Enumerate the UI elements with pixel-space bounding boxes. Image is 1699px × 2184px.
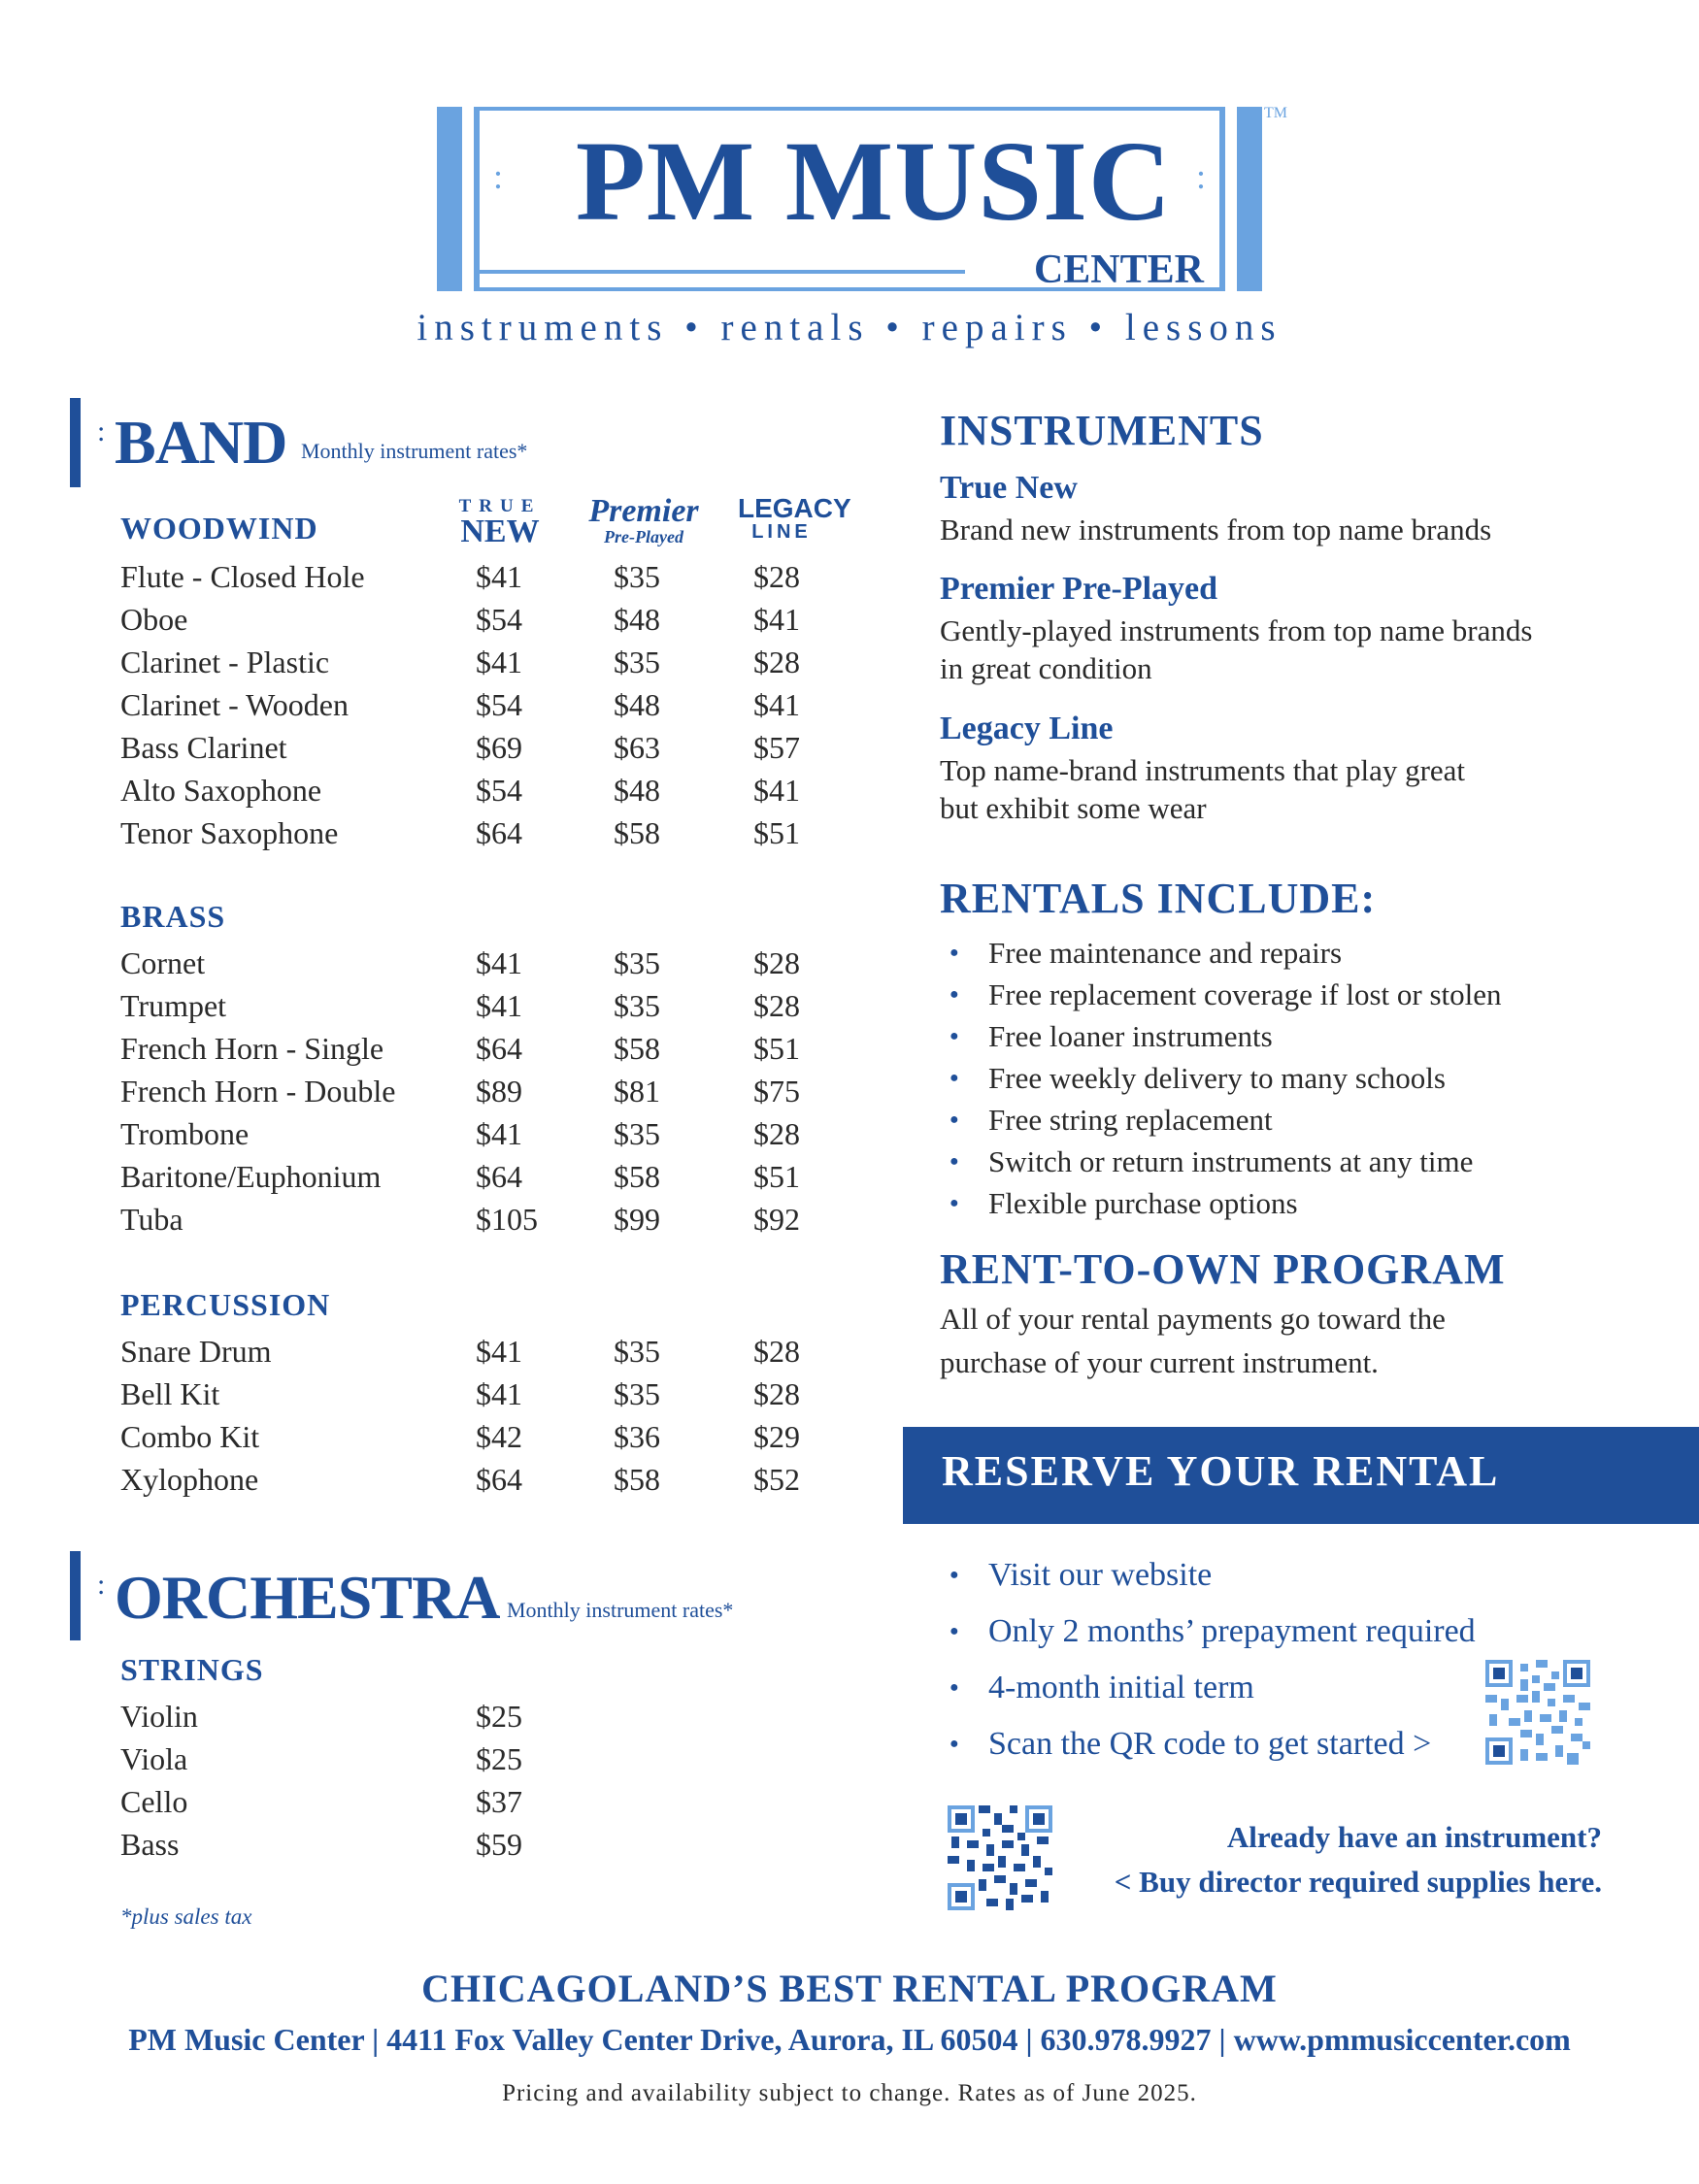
instrument-name: Cornet [120,945,206,980]
instrument-name: Bass [120,1827,180,1862]
table-row [120,1070,839,1112]
reserve-list [949,1547,1476,1772]
price-legacy: $28 [753,645,800,679]
price-true-new: $54 [476,602,522,637]
price-legacy: $51 [753,1159,800,1194]
true-new-header-bottom: NEW [460,513,540,549]
price-legacy: $41 [753,773,800,808]
price-premier: $35 [614,645,660,679]
woodwind-title: WOODWIND [120,511,318,546]
logo-frame-right [1237,107,1262,291]
true-new-desc [940,511,1619,548]
orchestra-subtitle: Monthly instrument rates* [507,1598,734,1622]
rent-to-own-desc [940,1297,1619,1384]
orchestra-section-bar [70,1551,81,1640]
table-row [120,942,839,984]
price-legacy: $41 [753,602,800,637]
instrument-name: Clarinet - Wooden [120,687,349,722]
logo-repeat-dots: : [493,157,504,196]
price-true-new: $64 [476,1031,522,1066]
instrument-name: Oboe [120,602,188,637]
legacy-header-bottom: LINE [751,521,812,543]
instrument-name: Tenor Saxophone [120,815,339,850]
price-premier: $81 [614,1074,660,1109]
table-row [120,1695,839,1737]
price: $37 [476,1784,522,1819]
supplies-text[interactable] [1049,1815,1602,1904]
instrument-name: Snare Drum [120,1334,272,1369]
price-premier: $36 [614,1419,660,1454]
instrument-name: Xylophone [120,1462,259,1497]
price-legacy: $28 [753,559,800,594]
instrument-name: Cello [120,1784,188,1819]
strings-title: STRINGS [120,1652,264,1687]
table-row [120,1198,839,1241]
orchestra-title: ORCHESTRA [115,1563,500,1632]
qr-code-icon[interactable] [948,1805,1052,1910]
price-true-new: $41 [476,645,522,679]
desc-line: Gently-played instruments from top name brands [940,613,1533,647]
band-subtitle: Monthly instrument rates* [301,439,528,463]
supplies-link[interactable]: < Buy director required supplies here. [1114,1865,1602,1899]
price-true-new: $41 [476,988,522,1023]
premier-title: Premier Pre-Played [940,571,1218,607]
rentals-include-list [949,932,1502,1224]
instrument-name: Violin [120,1699,198,1734]
instrument-name: Tuba [120,1202,183,1237]
table-row [120,1373,839,1415]
logo-wordmark: PM MUSIC [575,117,1173,245]
price-premier: $58 [614,815,660,850]
legacy-title: Legacy Line [940,711,1114,746]
trademark: TM [1264,105,1287,121]
tagline: instruments • rentals • repairs • lessons [416,307,1283,348]
reserve-title: RESERVE YOUR RENTAL [942,1447,1500,1495]
price-legacy: $51 [753,815,800,850]
price-true-new: $54 [476,773,522,808]
instrument-name: Flute - Closed Hole [120,559,365,594]
price-true-new: $64 [476,1159,522,1194]
price-true-new: $54 [476,687,522,722]
logo-frame-inner-left [474,107,480,291]
price-legacy: $75 [753,1074,800,1109]
list-item: ● Flexible purchase options [949,1182,1502,1224]
supplies-line: Already have an instrument? [1226,1820,1602,1854]
logo-line [480,107,1219,111]
instrument-name: Baritone/Euphonium [120,1159,382,1194]
logo-line [480,270,965,274]
price-premier: $35 [614,988,660,1023]
table-row [120,1112,839,1155]
instrument-name: French Horn - Single [120,1031,384,1066]
price-legacy: $57 [753,730,800,765]
logo-repeat-dots: : [1195,157,1206,196]
instrument-name: Trombone [120,1116,250,1151]
desc-line: in great condition [940,651,1152,685]
list-item: ● Scan the QR code to get started > [949,1716,1476,1772]
price-premier: $99 [614,1202,660,1237]
list-item: ● Only 2 months’ prepayment required [949,1604,1476,1660]
band-title: BAND [115,408,287,477]
list-item: ● Free replacement coverage if lost or stolen [949,974,1502,1015]
price-premier: $35 [614,945,660,980]
price-true-new: $41 [476,1376,522,1411]
true-new-header-top: TRUE [458,496,542,516]
table-row [120,1780,839,1823]
list-item: ● Switch or return instruments at any time [949,1141,1502,1182]
price-premier: $35 [614,1116,660,1151]
price-premier: $48 [614,687,660,722]
price-legacy: $28 [753,945,800,980]
desc-line: Brand new instruments from top name brands [940,513,1492,546]
price-legacy: $51 [753,1031,800,1066]
price-true-new: $64 [476,815,522,850]
price-premier: $58 [614,1159,660,1194]
instrument-name: Bell Kit [120,1376,220,1411]
price-true-new: $89 [476,1074,522,1109]
desc-line: Top name-brand instruments that play great [940,753,1466,787]
table-row [120,1330,839,1373]
instrument-name: Viola [120,1741,188,1776]
premier-header-bottom: Pre-Played [604,527,683,546]
price-legacy: $28 [753,1376,800,1411]
price-premier: $48 [614,773,660,808]
premier-header-top: Premier [588,493,699,529]
logo-frame-inner-right [1219,107,1225,291]
price-true-new: $41 [476,559,522,594]
price-premier: $35 [614,1334,660,1369]
table-row [120,726,839,769]
table-row [120,811,839,854]
list-item: ● Visit our website [949,1547,1476,1604]
orchestra-section-dots: : [97,1569,106,1601]
legacy-desc [940,751,1619,827]
price-true-new: $105 [476,1202,538,1237]
price-premier: $58 [614,1031,660,1066]
price-true-new: $41 [476,945,522,980]
premier-desc [940,612,1619,687]
list-item: ● Free string replacement [949,1099,1502,1141]
desc-line: purchase of your current instrument. [940,1345,1379,1379]
price-premier: $35 [614,559,660,594]
price-premier: $35 [614,1376,660,1411]
list-item: ● Free loaner instruments [949,1015,1502,1057]
logo-subtitle: CENTER [1033,248,1204,292]
logo-frame-left [437,107,462,291]
band-section-bar [70,398,81,487]
instrument-name: Alto Saxophone [120,773,322,808]
footer-title: CHICAGOLAND’S BEST RENTAL PROGRAM [421,1967,1278,2010]
list-item: ● Free weekly delivery to many schools [949,1057,1502,1099]
table-row [120,598,839,641]
table-row [120,984,839,1027]
footer-contact: PM Music Center | 4411 Fox Valley Center Drive, Aurora, IL 60504 | 630.978.9927 | www.pmmusiccenter.com [128,2022,1571,2057]
rent-to-own-title: RENT-TO-OWN PROGRAM [940,1245,1506,1293]
list-item: ● Free maintenance and repairs [949,932,1502,974]
price-true-new: $41 [476,1116,522,1151]
instrument-name: Trumpet [120,988,227,1023]
instrument-name: Bass Clarinet [120,730,287,765]
price-premier: $48 [614,602,660,637]
instrument-name: Clarinet - Plastic [120,645,330,679]
logo [437,107,1262,291]
footer-disclaimer: Pricing and availability subject to change. Rates as of June 2025. [502,2080,1197,2106]
table-row [120,683,839,726]
price-premier: $58 [614,1462,660,1497]
true-new-header [456,497,544,547]
true-new-title: True New [940,470,1078,506]
price-true-new: $42 [476,1419,522,1454]
price-true-new: $64 [476,1462,522,1497]
qr-code-icon[interactable] [1485,1660,1590,1765]
price-legacy: $41 [753,687,800,722]
table-row [120,641,839,683]
band-section-dots: : [97,415,106,447]
list-item: ● 4-month initial term [949,1660,1476,1716]
legacy-header-top: LEGACY [738,493,851,523]
table-row [120,1027,839,1070]
price-legacy: $52 [753,1462,800,1497]
instrument-name: French Horn - Double [120,1074,396,1109]
price-legacy: $28 [753,988,800,1023]
table-row [120,1737,839,1780]
instruments-title: INSTRUMENTS [940,407,1264,454]
price-legacy: $92 [753,1202,800,1237]
desc-line: but exhibit some wear [940,791,1207,825]
premier-header [581,495,707,546]
table-row [120,1415,839,1458]
desc-line: All of your rental payments go toward the [940,1302,1446,1336]
instrument-name: Combo Kit [120,1419,260,1454]
table-row [120,555,839,598]
brass-title: BRASS [120,899,226,934]
price: $59 [476,1827,522,1862]
price-legacy: $28 [753,1334,800,1369]
table-row [120,1823,839,1866]
price-legacy: $29 [753,1419,800,1454]
price-legacy: $28 [753,1116,800,1151]
price-true-new: $41 [476,1334,522,1369]
table-row [120,769,839,811]
percussion-title: PERCUSSION [120,1287,331,1322]
price: $25 [476,1699,522,1734]
rentals-include-title: RENTALS INCLUDE: [940,875,1377,922]
price-premier: $63 [614,730,660,765]
footnote: *plus sales tax [120,1904,252,1929]
table-row [120,1155,839,1198]
price-true-new: $69 [476,730,522,765]
table-row [120,1458,839,1501]
price: $25 [476,1741,522,1776]
legacy-header [738,493,851,543]
